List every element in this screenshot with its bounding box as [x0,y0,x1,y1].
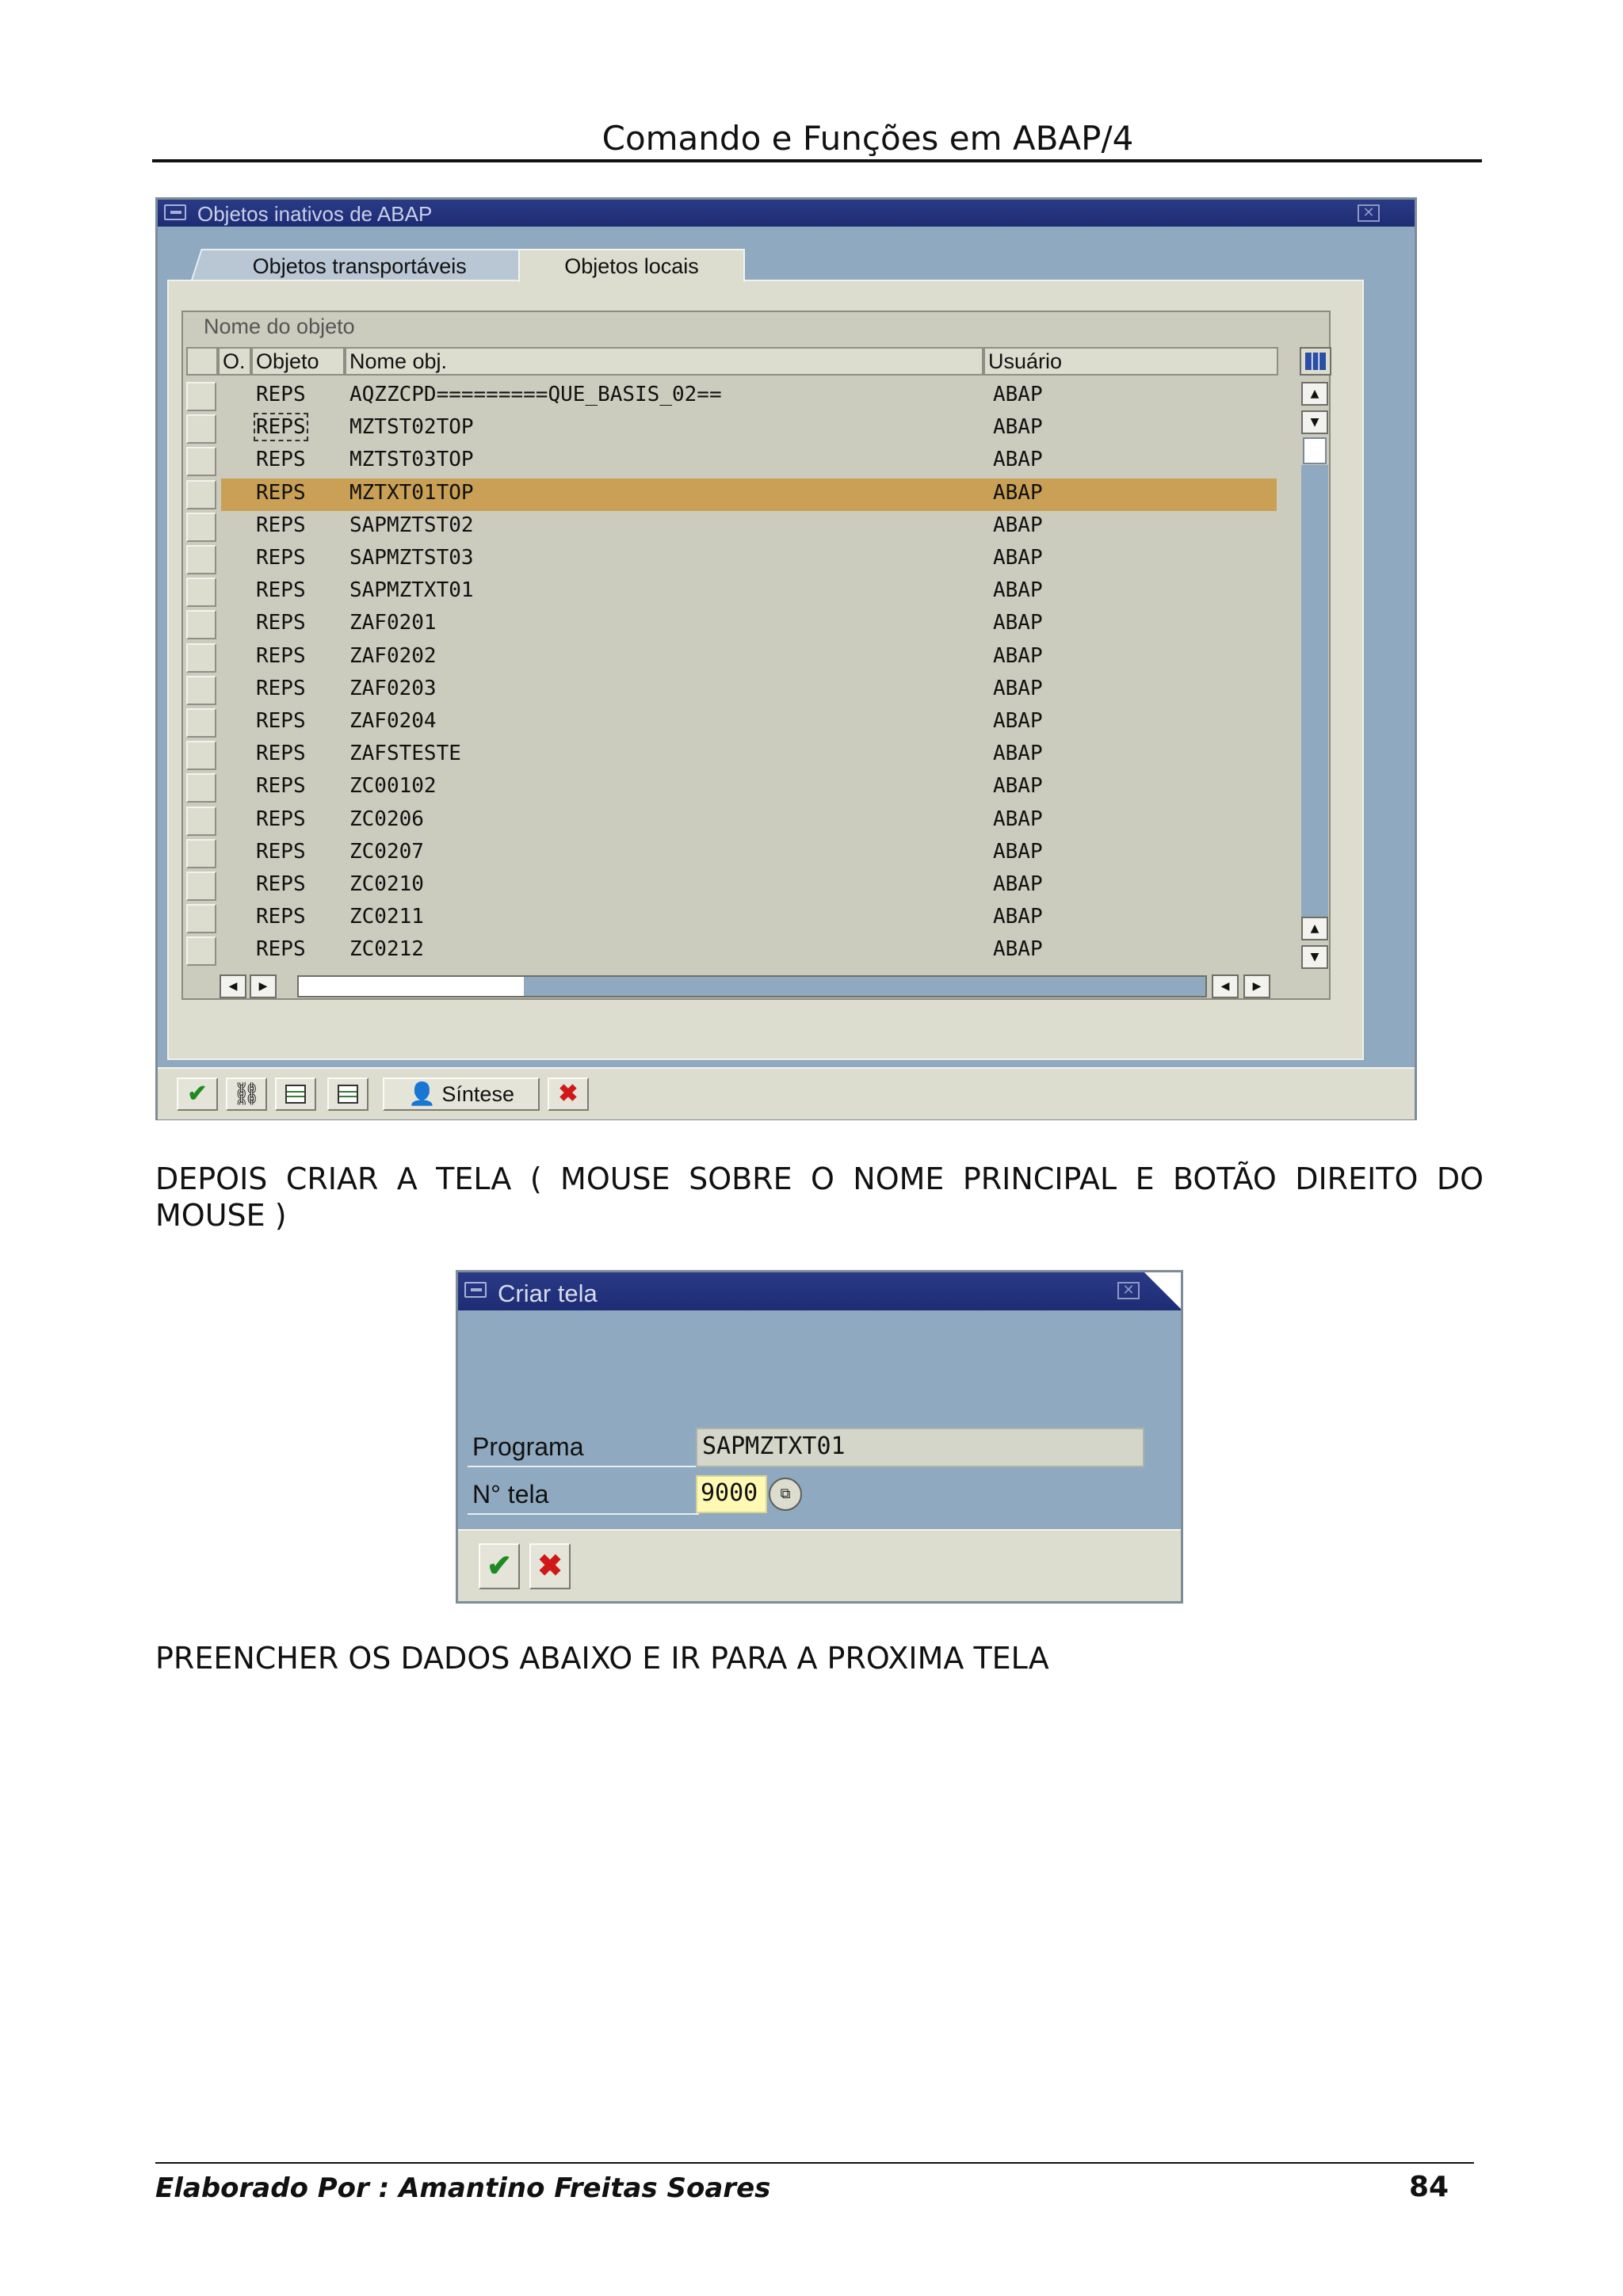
row-select-box[interactable] [186,414,216,444]
row-select-box[interactable] [186,741,216,770]
table-row[interactable] [186,739,1277,772]
cell-objeto[interactable]: REPS [256,709,306,733]
table-row[interactable] [186,805,1277,837]
cell-nome-obj[interactable]: SAPMZTST02 [349,513,474,537]
row-select-box[interactable] [186,480,216,509]
cell-usuario[interactable]: ABAP [993,677,1043,700]
cell-usuario[interactable]: ABAP [993,513,1043,537]
dialog-corner [1144,1272,1182,1310]
confirm-button[interactable] [177,1077,218,1111]
scroll-right-icon[interactable]: ▶ [250,974,277,998]
cell-usuario[interactable]: ABAP [993,709,1043,733]
cell-usuario[interactable]: ABAP [993,807,1043,831]
label-underline [468,1513,699,1515]
programa-label: Programa [472,1432,584,1461]
cell-usuario[interactable]: ABAP [993,872,1043,896]
hierarchy-button[interactable] [226,1077,267,1111]
row-select-box[interactable] [186,676,216,705]
sintese-label: Síntese [441,1082,514,1106]
table-row[interactable] [186,674,1277,707]
window-title-bar [158,200,1415,227]
cell-usuario[interactable]: ABAP [993,611,1043,635]
row-select-box[interactable] [186,773,216,803]
cell-objeto[interactable]: REPS [256,611,306,635]
cell-objeto[interactable]: REPS [256,840,306,864]
cell-nome-obj[interactable]: ZAFSTESTE [349,742,461,765]
cell-nome-obj[interactable]: ZAF0203 [349,677,437,700]
scroll-page-up-icon[interactable]: ▲ [1301,917,1328,940]
cell-objeto[interactable]: REPS [256,546,306,570]
cell-nome-obj[interactable]: AQZZCPD=========QUE_BASIS_02== [349,383,722,406]
window-menu-icon[interactable] [464,1282,487,1298]
cell-nome-obj[interactable]: ZC0207 [349,840,424,864]
cell-objeto[interactable]: REPS [256,644,306,668]
scroll-far-left-icon[interactable]: ◀ [1212,974,1239,998]
row-select-box[interactable] [186,578,216,607]
scroll-far-right-icon[interactable]: ▶ [1243,974,1270,998]
cell-objeto[interactable]: REPS [256,383,306,406]
cell-nome-obj[interactable]: MZTXT01TOP [349,481,474,505]
cell-objeto[interactable]: REPS [256,774,306,798]
inactive-objects-window [155,197,1417,1120]
table-row[interactable] [186,413,1277,445]
cell-usuario[interactable]: ABAP [993,546,1043,570]
row-select-box[interactable] [186,708,216,738]
cell-usuario[interactable]: ABAP [993,742,1043,765]
cell-nome-obj[interactable]: ZAF0204 [349,709,437,733]
column-header-usuario[interactable]: Usuário [983,347,1278,376]
table-row[interactable] [186,543,1277,576]
cell-objeto[interactable]: REPS [256,905,306,929]
activate-list-button[interactable] [275,1077,316,1111]
cell-objeto[interactable]: REPS [256,937,306,961]
column-header-o[interactable]: O. [218,347,251,376]
cell-nome-obj[interactable]: ZC0212 [349,937,424,961]
table-row[interactable] [186,707,1277,739]
cell-objeto[interactable]: REPS [256,578,306,602]
tela-number-field[interactable]: 9000 [696,1475,767,1513]
cell-objeto[interactable]: REPS [256,807,306,831]
footer-rule [155,2162,1474,2164]
dialog-toolbar [458,1529,1181,1603]
change-layout-icon[interactable] [1300,347,1331,376]
column-header-nome-obj[interactable]: Nome obj. [345,347,983,376]
tab-objetos-locais[interactable]: Objetos locais [518,249,745,282]
select-all-cell[interactable] [186,347,218,376]
cell-usuario[interactable]: ABAP [993,937,1043,961]
cell-nome-obj[interactable]: ZC00102 [349,774,437,798]
tab-label: Objetos transportáveis [252,254,467,278]
table-row[interactable] [186,479,1277,511]
cell-objeto[interactable]: REPS [256,481,306,505]
dialog-title-bar [458,1272,1181,1310]
cell-nome-obj[interactable]: MZTST03TOP [349,448,474,471]
cell-objeto[interactable]: REPS [256,677,306,700]
window-title: Objetos inativos de ABAP [197,202,433,226]
close-icon[interactable]: ✕ [1117,1282,1140,1299]
sintese-button[interactable] [383,1077,540,1111]
check-icon: ✔ [487,1550,512,1583]
table-row[interactable] [186,445,1277,478]
vertical-scroll-track[interactable] [1301,465,1328,917]
row-select-box[interactable] [186,936,216,966]
check-icon: ✔ [187,1081,208,1107]
row-select-box[interactable] [186,447,216,476]
instruction-paragraph-2: PREENCHER OS DADOS ABAIXO E IR PARA A PROXIMA TELA [155,1641,1049,1676]
row-select-box[interactable] [186,610,216,639]
cell-nome-obj[interactable]: SAPMZTXT01 [349,578,474,602]
display-list-icon [338,1085,358,1104]
cell-nome-obj[interactable]: ZC0211 [349,905,424,929]
cell-usuario[interactable]: ABAP [993,415,1043,439]
page-number: 84 [1409,2171,1449,2203]
cell-nome-obj[interactable]: ZC0206 [349,807,424,831]
tela-number-label: N° tela [472,1480,549,1508]
programa-field[interactable]: SAPMZTXT01 [696,1428,1144,1467]
cell-objeto[interactable]: REPS [256,415,306,439]
cell-usuario[interactable]: ABAP [993,448,1043,471]
row-select-box[interactable] [186,904,216,933]
value-help-icon[interactable]: ⧉ [769,1478,802,1511]
row-select-box[interactable] [186,839,216,868]
cell-usuario[interactable]: ABAP [993,905,1043,929]
row-select-box[interactable] [186,545,216,574]
cell-nome-obj[interactable]: ZAF0201 [349,611,437,635]
window-menu-icon[interactable] [164,204,186,220]
row-select-box[interactable] [186,382,216,411]
cell-nome-obj[interactable]: SAPMZTST03 [349,546,474,570]
footer-author: Elaborado Por : Amantino Freitas Soares [155,2172,771,2204]
label-underline [468,1466,699,1467]
confirm-button[interactable] [479,1543,520,1589]
cell-usuario[interactable]: ABAP [993,774,1043,798]
row-select-box[interactable] [186,871,216,901]
column-header-objeto[interactable]: Objeto [251,347,345,376]
table-row[interactable] [186,380,1277,413]
table-row[interactable] [186,902,1277,935]
instruction-paragraph-1: DEPOIS CRIAR A TELA ( MOUSE SOBRE O NOME PRINCIPAL E BOTÃO DIREITO DO MOUSE ) [155,1161,1484,1233]
cell-usuario[interactable]: ABAP [993,840,1043,864]
row-select-box[interactable] [186,513,216,542]
cell-nome-obj[interactable]: ZAF0202 [349,644,437,668]
activate-list-icon [285,1085,306,1104]
cell-objeto[interactable]: REPS [256,513,306,537]
table-row[interactable] [186,608,1277,641]
table-row[interactable] [186,772,1277,804]
table-row[interactable] [186,576,1277,608]
cell-objeto[interactable]: REPS [256,448,306,471]
table-row[interactable] [186,935,1277,967]
scroll-down-icon[interactable]: ▼ [1301,410,1328,434]
cell-objeto[interactable]: REPS [256,742,306,765]
row-select-box[interactable] [186,643,216,673]
user-icon: 👤 [408,1081,436,1106]
tab-objetos-transportaveis[interactable] [190,249,528,282]
cell-objeto[interactable]: REPS [256,872,306,896]
table-row[interactable] [186,642,1277,674]
cancel-button[interactable] [548,1077,589,1111]
cell-usuario[interactable]: ABAP [993,481,1043,505]
hierarchy-icon: ⛓ [232,1081,261,1106]
scroll-page-down-icon[interactable]: ▼ [1301,945,1328,969]
close-icon[interactable]: ✕ [1358,204,1380,222]
horizontal-scroll-thumb[interactable] [299,977,524,996]
document-title: Comando e Funções em ABAP/4 [601,119,1134,158]
table-row[interactable] [186,837,1277,870]
display-list-button[interactable] [327,1077,369,1111]
cancel-icon: ✖ [558,1081,579,1107]
scroll-up-icon[interactable]: ▲ [1301,382,1328,406]
header-rule [152,159,1482,162]
cell-usuario[interactable]: ABAP [993,578,1043,602]
cancel-button[interactable] [529,1543,571,1589]
create-screen-dialog [456,1270,1183,1604]
table-row[interactable] [186,511,1277,543]
cell-usuario[interactable]: ABAP [993,644,1043,668]
cell-usuario[interactable]: ABAP [993,383,1043,406]
scroll-left-icon[interactable]: ◀ [220,974,246,998]
vertical-scroll-thumb[interactable] [1303,437,1327,464]
dialog-title: Criar tela [498,1280,598,1307]
cell-nome-obj[interactable]: MZTST02TOP [349,415,474,439]
window-toolbar [158,1067,1415,1119]
cell-nome-obj[interactable]: ZC0210 [349,872,424,896]
row-select-box[interactable] [186,807,216,836]
cancel-icon: ✖ [537,1550,563,1583]
table-row[interactable] [186,870,1277,902]
table-caption: Nome do objeto [204,315,355,338]
